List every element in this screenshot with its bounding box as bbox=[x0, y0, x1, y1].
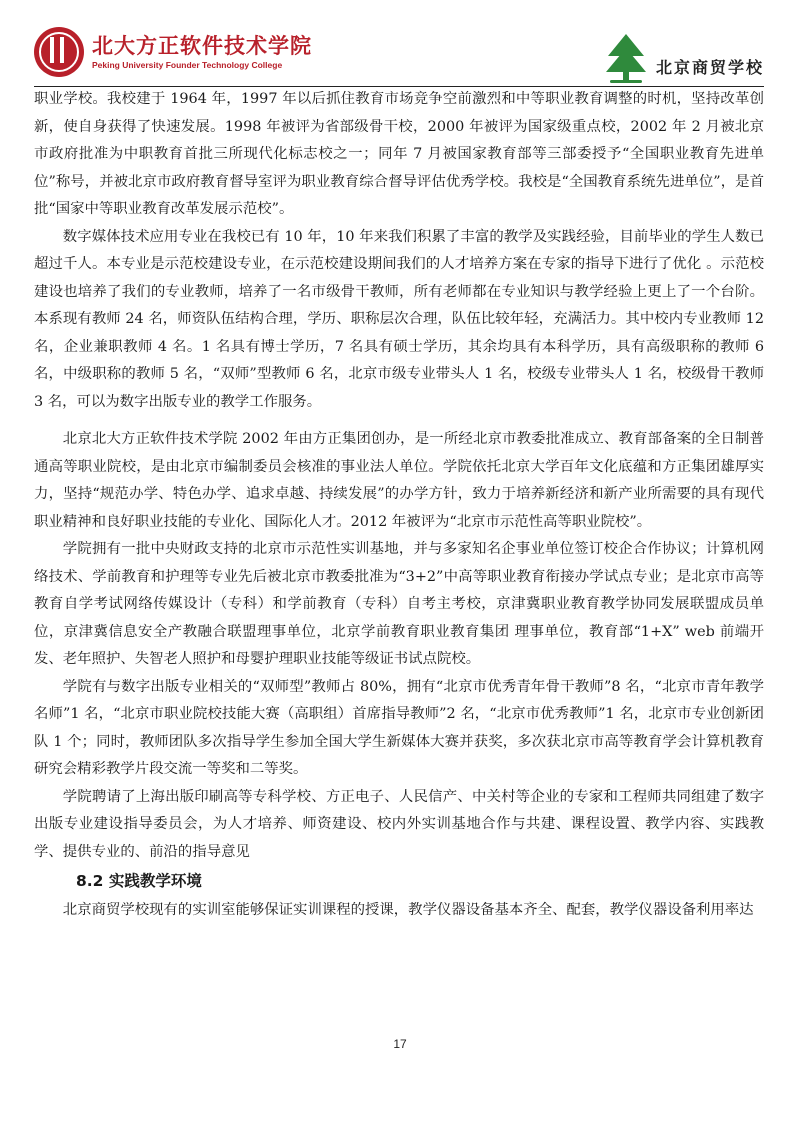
school-name: 北京商贸学校 bbox=[655, 58, 764, 77]
page-number: 17 bbox=[393, 1037, 407, 1051]
document-body bbox=[34, 86, 764, 925]
paragraph-continued: 职业学校。我校建于 1964 年，1997 年以后抓住教育市场竞争空前激烈和中等职业教育调整的时机，坚持改革创新，使自身获得了快速发展。1998 年被评为省部级骨干校，2000 年被评为国家级重点校，2002 年 2 月被北京市政府批准为中职教育首批三所现代化标志校之一；同年 7 月被国家教育部等三部委授予“全国职业教育先进单位”称号，并被北京市政府教育督导室评为职业教育综合督导评估优秀学校。我校是“全国教育系统先进单位”，是首批“国家中等职业教育改革发展示范校”。 bbox=[34, 91, 764, 217]
paragraph-teachers: 学院有与数字出版专业相关的“双师型”教师占 80%，拥有“北京市优秀青年骨干教师”8 名，“北京市青年教学名师”1 名，“北京市职业院校技能大赛（高职组）首席指导教师”2 名，“北京市优秀教师”1 名，北京市专业创新团队 1 个；同时，教师团队多次指导学生参加全国大学生新媒体大赛并获奖，多次获北京市高等教育学会计算机教育研究会精彩教学片段交流一等奖和二等奖。 bbox=[34, 678, 764, 777]
tree-icon bbox=[606, 34, 646, 84]
college-name-cn: 北大方正软件技术学院 bbox=[92, 33, 312, 58]
paragraph-practice-environment: 北京商贸学校现有的实训室能够保证实训课程的授课，教学仪器设备基本齐全、配套，教学仪器设备利用率达 bbox=[62, 902, 754, 918]
school-logo bbox=[606, 22, 764, 84]
paragraph-founder-college: 北京北大方正软件技术学院 2002 年由方正集团创办，是一所经北京市教委批准成立、教育部备案的全日制普通高等职业院校，是由北京市编制委员会核准的事业法人单位。学院依托北京大学百年文化底蕴和方正集团雄厚实力，坚持“规范办学、特色办学、追求卓越、持续发展”的办学方针，致力于培养新经济和新产业所需要的具有现代职业精神和良好职业技能的专业化、国际化人才。2012 年被评为“北京市示范性高等职业院校”。 bbox=[34, 431, 764, 530]
paragraph-advisory-committee: 学院聘请了上海出版印刷高等专科学校、方正电子、人民信产、中关村等企业的专家和工程师共同组建了数字出版专业建设指导委员会，为人才培养、师资建设、校内外实训基地合作与共建、课程设置、教学内容、实践教学、提供专业的、前沿的指导意见 bbox=[34, 788, 764, 860]
section-heading: 8.2 实践教学环境 bbox=[76, 872, 202, 890]
paragraph-digital-media: 数字媒体技术应用专业在我校已有 10 年，10 年来我们积累了丰富的教学及实践经验，目前毕业的学生人数已超过千人。本专业是示范校建设专业，在示范校建设期间我们的人才培养方案在专家的指导下进行了优化 。示范校建设也培养了我们的专业教师，培养了一名市级骨干教师，所有老师都在专业知识与教学经验上更上了一个台阶。本系现有教师 24 名，师资队伍结构合理，学历、职称层次合理，队伍比较年轻，充满活力。其中校内专业教师 12 名，企业兼职教师 4 名。1 名具有博士学历，7 名具有硕士学历，其余均具有本科学历，具有高级职称的教师 6 名，中级职称的教师 5 名，“双师”型教师 6 名，北京市级专业带头人 1 名，校级专业带头人 1 名，校级骨干教师 3 名，可以为数字出版专业的教学工作服务。 bbox=[34, 228, 764, 410]
college-logo bbox=[34, 26, 312, 78]
college-name-en: Peking University Founder Technology College bbox=[92, 60, 283, 70]
paragraph-training-bases: 学院拥有一批中央财政支持的北京市示范性实训基地，并与多家知名企事业单位签订校企合作协议；计算机网络技术、学前教育和护理等专业先后被北京市教委批准为“3+2”中高等职业教育衔接办学试点专业；是北京市高等教育自学考试网络传媒设计（专科）和学前教育（专科）自考主考校，京津冀职业教育教学协同发展联盟成员单位，京津冀信息安全产教融合联盟理事单位，北京学前教育职业教育集团 理事单位，教育部“1+X” web 前端开发、老年照护、失智老人照护和母婴护理职业技能等级证书试点院校。 bbox=[34, 541, 764, 667]
page-header bbox=[34, 22, 764, 84]
college-seal-icon bbox=[34, 27, 84, 77]
